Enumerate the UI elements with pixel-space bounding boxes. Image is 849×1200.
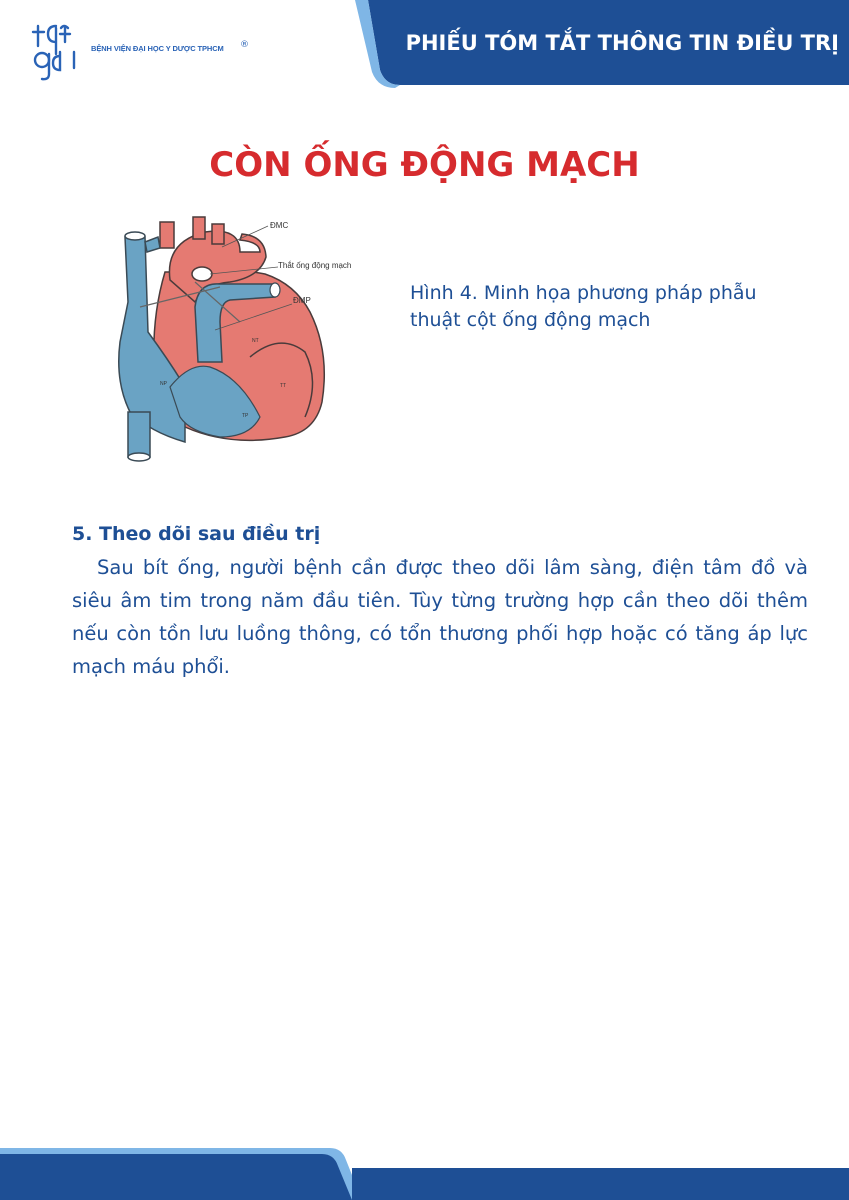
figure-caption: Hình 4. Minh họa phương pháp phẫu thuật cột ống động mạch <box>410 282 757 331</box>
section-heading: 5. Theo dõi sau điều trị <box>72 523 321 545</box>
label-np: NP <box>160 381 167 387</box>
section-body: Sau bít ống, người bệnh cần được theo dõi lâm sàng, điện tâm đồ và siêu âm tim trong năm đầu tiên. Tùy từng trường hợp cần theo dõi thêm nếu còn tồn lưu luồng thông, có tổn thương phối hợp hoặc có tăng áp lực mạch máu phổi. <box>72 556 808 678</box>
label-tp: TP <box>242 413 249 419</box>
heart-illustration <box>110 212 380 464</box>
label-dmc: ĐMC <box>270 221 289 230</box>
footer-banner <box>0 1140 849 1200</box>
footer-left-band <box>0 1154 352 1200</box>
label-tt: TT <box>280 383 287 389</box>
document-title: PHIẾU TÓM TẮT THÔNG TIN ĐIỀU TRỊ <box>405 31 839 55</box>
label-duct-ligation: Thắt ống động mạch <box>278 261 352 270</box>
hospital-name: BỆNH VIỆN ĐẠI HỌC Y DƯỢC TPHCM <box>91 44 224 53</box>
label-dmp: ĐMP <box>293 296 311 305</box>
footer-right-band <box>352 1168 849 1200</box>
hospital-logo <box>30 22 90 82</box>
label-nt: NT <box>252 338 259 344</box>
registered-mark: ® <box>240 40 249 50</box>
page-title: CÒN ỐNG ĐỘNG MẠCH <box>209 145 640 185</box>
